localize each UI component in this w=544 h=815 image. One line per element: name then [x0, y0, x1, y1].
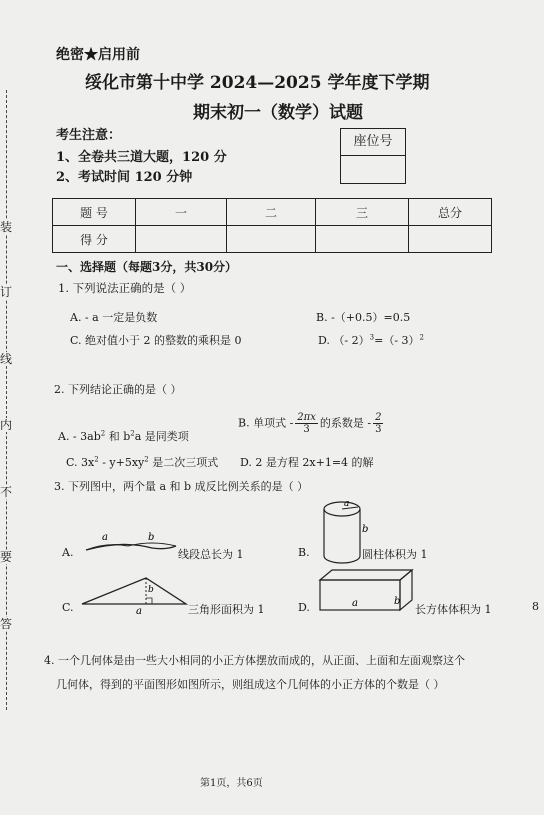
score-input-cell[interactable]	[136, 226, 227, 253]
seat-number-box[interactable]	[340, 128, 406, 184]
score-input-cell[interactable]	[227, 226, 316, 253]
question-stem: 2. 下列结论正确的是（ ）	[54, 383, 182, 396]
var-b-label: b	[148, 585, 154, 595]
var-a-label: a	[344, 499, 350, 509]
option-a-text: 线段总长为 1	[178, 548, 244, 561]
exam-title: 绥化市第十中学 2024—2025 学年度下学期	[85, 73, 430, 93]
option-c: C. 绝对值小于 2 的整数的乘积是 0	[70, 334, 242, 347]
segment-figure	[82, 528, 182, 558]
var-a-label: a	[136, 606, 142, 616]
option-c: C. $3x^2 - y+5xy^2$ 是二次三项式	[66, 455, 219, 469]
score-table-header	[53, 199, 492, 226]
binding-mark: 订	[0, 285, 13, 299]
fraction: $\frac{2}{3}$	[375, 412, 382, 435]
option-b: B. 单项式 - $\frac{2\pi x}{3}$ 的系数是 - $\frac{2}{3}$	[238, 412, 382, 435]
option-b: B. -（+0.5）=0.5	[316, 311, 411, 324]
binding-mark: 要	[0, 550, 13, 564]
exam-subtitle: 期末初一（数学）试题	[193, 103, 363, 123]
fraction: $\frac{2\pi x}{3}$	[297, 412, 316, 435]
table-cell: 一	[136, 199, 227, 226]
score-input-cell[interactable]	[409, 226, 492, 253]
notice-item: 2、考试时间 120 分钟	[56, 170, 193, 185]
option-a-label: A.	[62, 546, 74, 559]
option-a: A. - a 一定是负数	[70, 311, 158, 324]
option-d-text: 长方体体积为 1	[415, 603, 492, 616]
binding-mark: 内	[0, 418, 13, 432]
question-stem: 1. 下列说法正确的是（ ）	[58, 281, 192, 295]
triangle-figure	[80, 574, 190, 616]
score-input-cell[interactable]	[316, 226, 409, 253]
option-c-text: 三角形面积为 1	[188, 603, 265, 616]
binding-mark: 装	[0, 220, 13, 234]
notice-heading: 考生注意：	[56, 128, 122, 143]
option-c-label: C.	[62, 601, 74, 614]
option-d: D. （- 2）$^3$=（- 3）$^2$	[318, 333, 425, 347]
binding-mark: 不	[0, 485, 13, 499]
option-d-label: D.	[298, 601, 310, 614]
table-cell: 三	[316, 199, 409, 226]
cylinder-figure	[318, 498, 368, 568]
var-b-label: b	[148, 532, 155, 543]
var-a-label: a	[352, 598, 358, 609]
table-cell: 二	[227, 199, 316, 226]
table-cell: 得 分	[53, 226, 136, 253]
question-stem-continued: 几何体，得到的平面图形如图所示，则组成这个几何体的小正方体的个数是（ ）	[56, 678, 445, 691]
page-footer: 第1页，共6页	[200, 778, 263, 789]
table-cell: 总分	[409, 199, 492, 226]
edge-mark: 8	[532, 600, 539, 613]
option-a: A. - $3ab^2$ 和 $b^2a$ 是同类项	[58, 429, 189, 443]
notice-item: 1、全卷共三道大题，120 分	[56, 150, 227, 165]
cuboid-figure	[316, 568, 416, 614]
table-cell: 题 号	[53, 199, 136, 226]
score-table-row	[53, 226, 492, 253]
var-b-label: b	[362, 524, 368, 535]
binding-line	[0, 90, 14, 710]
score-table	[52, 198, 492, 253]
var-b-label: b	[394, 596, 401, 607]
binding-mark: 答	[0, 617, 13, 631]
seat-number-label: 座位号	[341, 129, 405, 156]
option-d: D. 2 是方程 2x+1=4 的解	[240, 456, 374, 469]
section-title: 一、选择题（每题3分，共30分）	[56, 260, 238, 274]
question-stem: 3. 下列图中，两个量 a 和 b 成反比例关系的是（ ）	[54, 480, 309, 493]
binding-mark: 线	[0, 352, 13, 366]
option-b-text: 圆柱体积为 1	[362, 548, 428, 561]
var-a-label: a	[102, 532, 108, 543]
question-stem: 4. 一个几何体是由一些大小相同的小正方体摆放而成的，从正面、上面和左面观察这个	[44, 654, 465, 667]
secret-label: 绝密★启用前	[56, 47, 140, 63]
option-b-label: B.	[298, 546, 310, 559]
